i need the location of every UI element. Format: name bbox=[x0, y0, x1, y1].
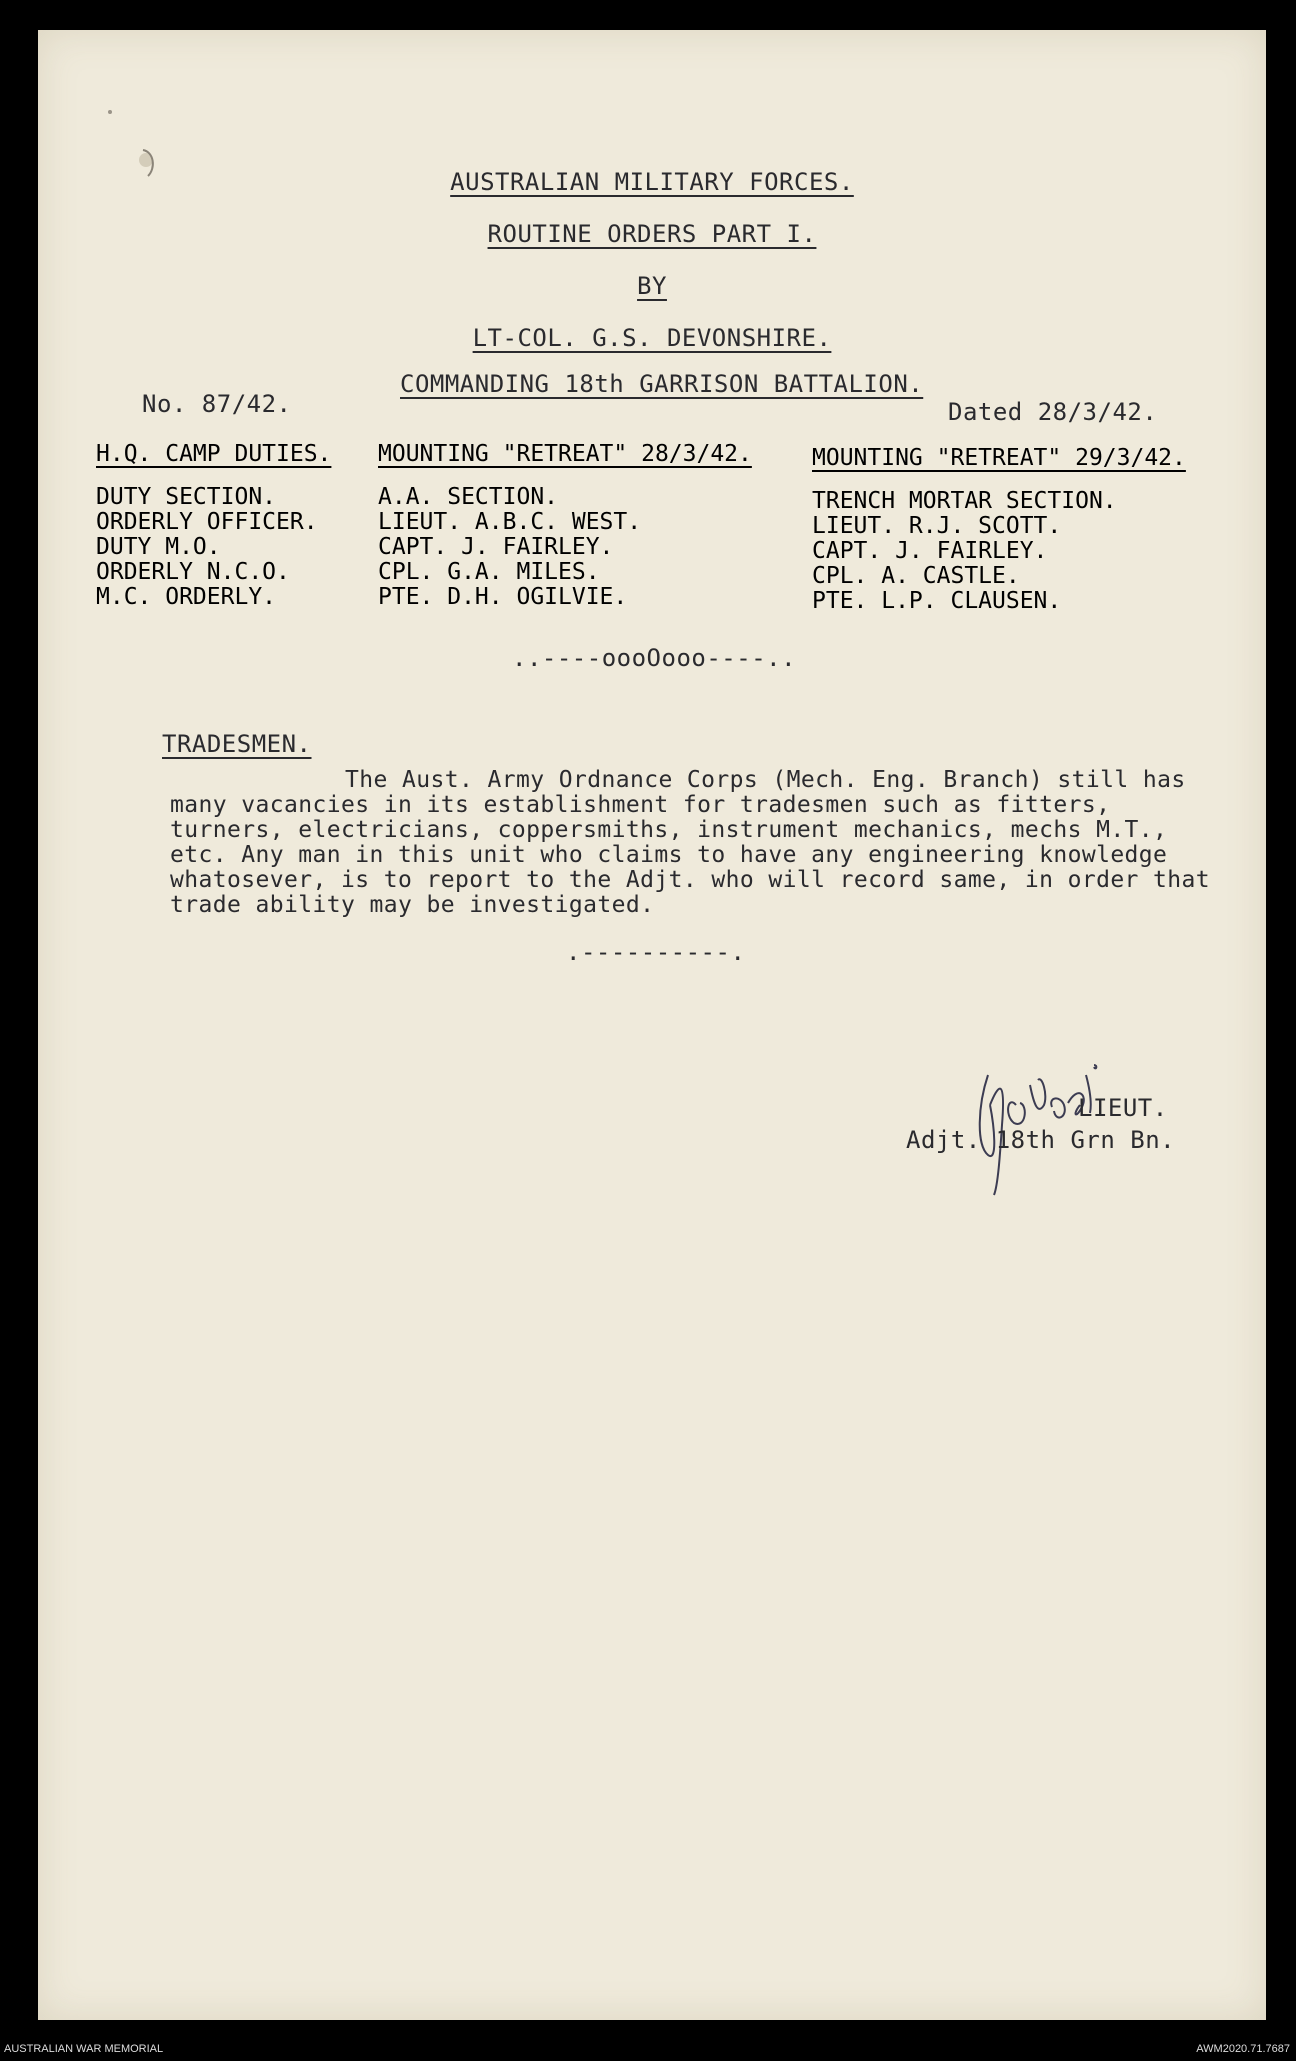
signature-scribble bbox=[968, 1045, 1118, 1205]
table-cell: ORDERLY OFFICER. bbox=[96, 509, 318, 535]
table-cell: CAPT. J. FAIRLEY. bbox=[812, 538, 1048, 564]
table-cell: LIEUT. A.B.C. WEST. bbox=[378, 509, 642, 535]
document-page bbox=[38, 30, 1266, 2020]
divider-1: ..----oooOooo----.. bbox=[512, 644, 797, 672]
table-cell: CPL. A. CASTLE. bbox=[812, 563, 1020, 589]
header-line-3: BY bbox=[637, 272, 667, 300]
footer-left: AUSTRALIAN WAR MEMORIAL bbox=[4, 2043, 164, 2055]
duty-column-hq bbox=[96, 442, 331, 610]
table-cell: ORDERLY N.C.O. bbox=[96, 559, 290, 585]
header-line-5: COMMANDING 18th GARRISON BATTALION. bbox=[400, 370, 924, 398]
footer-right: AWM2020.71.7687 bbox=[1196, 2043, 1290, 2055]
table-cell: TRENCH MORTAR SECTION. bbox=[812, 488, 1117, 514]
paper-blemish bbox=[88, 90, 208, 200]
table-cell: PTE. L.P. CLAUSEN. bbox=[812, 588, 1062, 614]
order-date: Dated 28/3/42. bbox=[948, 398, 1158, 426]
table-cell: A.A. SECTION. bbox=[378, 484, 559, 510]
column-heading: MOUNTING "RETREAT" 28/3/42. bbox=[378, 441, 752, 467]
table-cell: DUTY M.O. bbox=[96, 534, 221, 560]
column-heading: H.Q. CAMP DUTIES. bbox=[96, 441, 332, 467]
table-cell: CAPT. J. FAIRLEY. bbox=[378, 534, 614, 560]
section-body-text: The Aust. Army Ordnance Corps (Mech. Eng. Branch) still has many vacancies in its establishment for tradesmen such as fitters, turners, electricians, coppersmiths, instrument mechanics, mechs M.T., etc. Any man in this unit who claims to have any engineering knowledge whatosever, is to report to the Adjt. who will record same, in order that trade ability may be investigated. bbox=[170, 767, 1211, 918]
signature-title: Adjt. 18th Grn Bn. bbox=[906, 1126, 1176, 1154]
signature-rank: LIEUT. bbox=[1078, 1094, 1168, 1122]
divider-2: .----------. bbox=[566, 938, 746, 966]
table-cell: PTE. D.H. OGILVIE. bbox=[378, 584, 628, 610]
order-number: No. 87/42. bbox=[142, 390, 292, 418]
column-heading: MOUNTING "RETREAT" 29/3/42. bbox=[812, 445, 1186, 471]
section-body bbox=[170, 768, 1220, 918]
section-title: TRADESMEN. bbox=[162, 730, 312, 758]
duty-column-retreat-28 bbox=[378, 442, 752, 610]
header-line-2: ROUTINE ORDERS PART I. bbox=[487, 220, 817, 248]
duty-column-retreat-29 bbox=[812, 446, 1186, 614]
header-line-4: LT-COL. G.S. DEVONSHIRE. bbox=[472, 324, 832, 352]
table-cell: DUTY SECTION. bbox=[96, 484, 277, 510]
table-cell: CPL. G.A. MILES. bbox=[378, 559, 600, 585]
table-cell: M.C. ORDERLY. bbox=[96, 584, 277, 610]
table-cell: LIEUT. R.J. SCOTT. bbox=[812, 513, 1062, 539]
header-line-1: AUSTRALIAN MILITARY FORCES. bbox=[450, 168, 854, 196]
